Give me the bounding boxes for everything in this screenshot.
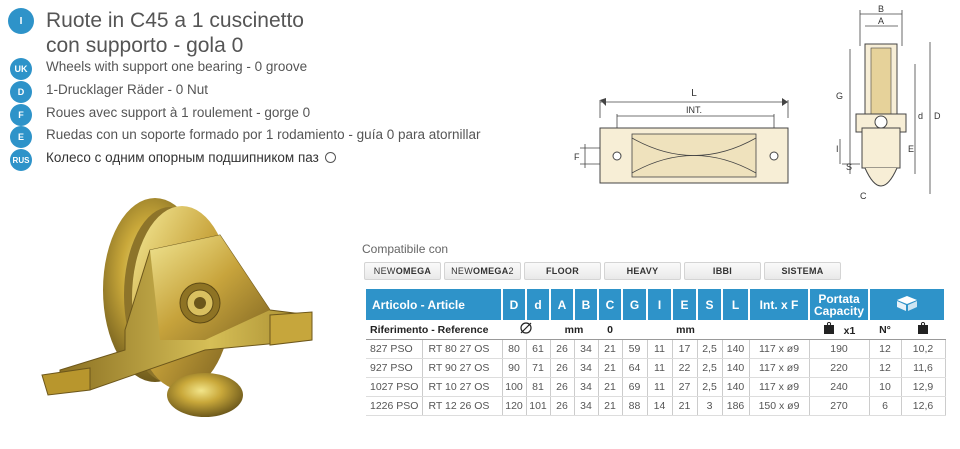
dim-label-F: F [574,152,580,162]
lang-row-uk [8,58,307,80]
wheel-photo [30,190,320,440]
col-articolo: Articolo - Article [366,289,502,320]
sub-kg [901,320,945,340]
title-line-2: con supporto - gola 0 [46,34,244,57]
lang-row-ru [8,149,336,171]
dim-label-D: D [934,111,941,121]
compat-newomega[interactable]: NEW OMEGA [364,262,441,280]
groove-zero-icon [325,152,336,163]
col-intf: Int. x F [749,289,809,320]
title-line-1: Ruote in C45 a 1 cuscinetto [46,9,304,32]
sub-n: N° [869,320,901,340]
dim-label-d: d [918,111,924,121]
dim-label-INT: INT. [685,105,703,115]
lang-row-fr [8,104,310,126]
compat-heavy[interactable]: HEAVY [604,262,681,280]
compat-floor[interactable]: FLOOR [524,262,601,280]
dim-label-B: B [877,4,885,14]
diameter-icon [519,321,533,335]
lang-badge-fr: F [10,104,32,126]
product-title [34,8,304,58]
sub-weight-x1: x1 [809,320,869,340]
dim-label-G: G [836,91,844,101]
col-box [869,289,945,320]
lang-badge-de: D [10,81,32,103]
weight-icon [823,322,835,334]
dim-label-S: S [846,162,853,172]
hub-axle [194,297,206,309]
dim-label-L: L [691,88,697,99]
dim-label-E: E [908,144,915,154]
spec-table [366,289,946,416]
col-d: d [526,289,550,320]
front-view-drawing [570,78,800,188]
table-subheader-row [366,320,945,340]
lang-text-uk: Wheels with support one bearing - 0 groove [46,59,308,74]
col-D: D [502,289,526,320]
col-I: I [647,289,672,320]
wheel-bottom [167,373,243,417]
table-row: 1226 PSO RT 12 26 OS 120 101 26 34 21 88 14 21 3 186 150 x ø9 270 6 12,6 [366,397,945,416]
col-portata: Portata Capacity [809,289,869,320]
sub-diameter [502,320,550,340]
lang-badge-ru: RUS [10,149,32,171]
side-view-drawing [820,4,950,204]
lang-text-de: 1-Drucklager Räder - 0 Nut [46,82,209,97]
compat-ibbi[interactable]: IBBI [684,262,761,280]
box-icon [895,294,919,312]
sub-zero: 0 [598,320,622,340]
title-row [8,8,304,58]
lang-text-fr: Roues avec support à 1 roulement - gorge 0 [46,105,311,120]
col-A: A [550,289,574,320]
table-row: 927 PSO RT 90 27 OS 90 71 26 34 21 64 11 22 2,5 140 117 x ø9 220 12 11,6 [366,359,945,378]
dim-label-C: C [860,191,867,201]
lang-text-ru [46,149,336,167]
sub-empty [749,320,809,340]
lang-text-es: Ruedas con un soporte formado por 1 rodamiento - guía 0 para atornillar [46,127,481,142]
lang-badge-uk: UK [10,58,32,80]
dim-label-I: I [836,144,839,154]
table-header-row [366,289,945,320]
support-section [862,128,900,168]
compat-newomega2[interactable]: NEW OMEGA 2 [444,262,521,280]
sub-mm-2: mm [622,320,749,340]
compat-buttons [364,262,841,280]
compat-sistema[interactable]: SISTEMA [764,262,841,280]
kg-weight-icon [917,322,929,334]
table-row: 827 PSO RT 80 27 OS 80 61 26 34 21 59 11 17 2,5 140 117 x ø9 190 12 10,2 [366,340,945,359]
col-G: G [622,289,647,320]
col-S: S [697,289,722,320]
sub-mm-1: mm [550,320,598,340]
lang-row-es [8,126,481,148]
col-E: E [672,289,697,320]
lang-text-ru-label: Колесо с одним опорным подшипником паз [46,150,319,165]
lang-row-de [8,81,208,103]
mount-hole-left [613,152,621,160]
col-L: L [722,289,749,320]
lang-badge-it: I [8,8,34,34]
dim-label-A: A [877,16,885,26]
table-row: 1027 PSO RT 10 27 OS 100 81 26 34 21 69 11 27 2,5 140 117 x ø9 240 10 12,9 [366,378,945,397]
base-flange-right [270,312,312,345]
col-C: C [598,289,622,320]
compat-label: Compatibile con [362,242,449,256]
sub-riferimento: Riferimento - Reference [366,320,502,340]
mount-hole-right [770,152,778,160]
base-flange-left [42,368,90,395]
lang-badge-es: E [10,126,32,148]
col-B: B [574,289,598,320]
